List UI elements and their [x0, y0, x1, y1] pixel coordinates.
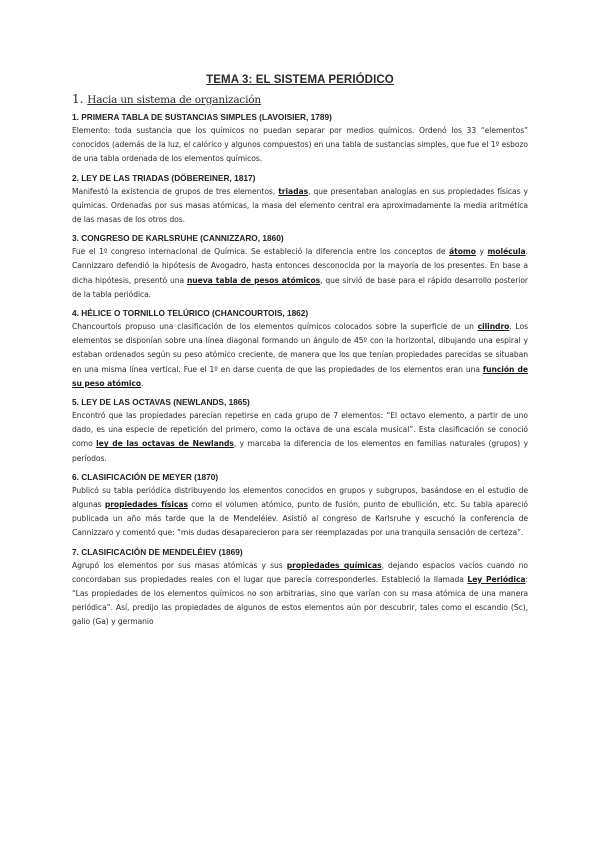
section-heading: 6. CLASIFICACIÓN DE MEYER (1870): [72, 471, 219, 482]
paragraph-text: , dejando espacios vacíos cuando no concordaban sus propiedades reales con el lugar que parecía corresponderles. Estableció la llamada: [72, 560, 528, 584]
section-paragraph: [72, 185, 528, 228]
paragraph-text: Elemento: toda sustancia que los químicos no puedan separar por medios químicos. Ordenó los 33 “elementos” conocidos (además de la luz, el calórico y algunos compuestos) en una tabla de sustancias simples, que fue el 1º esbozo de una tabla ordenada de los elementos químicos.: [72, 126, 528, 164]
document-title: TEMA 3: EL SISTEMA PERIÓDICO: [206, 74, 394, 86]
section-paragraph: [72, 320, 528, 391]
sections-container: [72, 112, 528, 630]
paragraph-text: Agrupó los elementos por sus masas atómicas y sus: [72, 560, 287, 570]
paragraph-text: . Cannizzaro defendió la hipótesis de Avogadro, hasta entonces desconocida por la mayoría de los presentes. En base a dicha hipótesis, presentó una: [72, 247, 528, 285]
section-heading: 4. HÉLICE O TORNILLO TELÚRICO (CHANCOURTOIS, 1862): [72, 308, 309, 319]
paragraph-text: . Los elementos se disponían sobre una línea diagonal formando un ángulo de 45º con la horizontal, dibujando una espiral y estaban ordenados según su peso atómico creciente, de manera que los que tenían propiedades parecidas se situaban en una misma línea vertical. Fue el 1º en darse cuenta de que las propiedades de los elementos eran una: [72, 322, 528, 374]
paragraph-text: , y marcaba la diferencia de los elementos en familias naturales (grupos) y períodos.: [72, 439, 529, 463]
document-page: [72, 74, 528, 636]
paragraph-text: y: [475, 247, 488, 257]
section-paragraph: [72, 409, 528, 466]
subtitle-text: Hacia un sistema de organización: [87, 94, 261, 106]
paragraph-text: Chancourtois propuso una clasificación de los elementos químicos colocados sobre la superficie de un: [72, 322, 478, 332]
paragraph-text: Encontró que las propiedades parecían repetirse en cada grupo de 7 elementos: “El octavo elemento, a partir de uno dado, es una especie de repetición del primero, como la octava de una escala musical”. Esta clasificación se conoció como: [72, 411, 528, 449]
paragraph-text: Fue el 1º congreso internacional de Química. Se estableció la diferencia entre los conceptos de: [72, 247, 450, 257]
paragraph-text: como el volumen atómico, punto de fusión, punto de ebullición, etc. Su tabla apareció publicada un año más tarde que la de Mendeléiev. Asistió al congreso de Karlsruhe y escuchó la conferencia de Cannizzaro y comentó que: “mis dudas desaparecieron para ser reemplazadas por una tranquila sensación de certeza”.: [72, 500, 529, 538]
highlighted-term: propiedades físicas: [104, 500, 188, 510]
section-heading: 3. CONGRESO DE KARLSRUHE (CANNIZZARO, 1860): [72, 233, 284, 244]
highlighted-term: Ley Periódica: [467, 574, 526, 584]
highlighted-term: función de su peso atómico: [72, 364, 528, 388]
section-paragraph: [72, 124, 528, 167]
highlighted-term: nueva tabla de pesos atómicos: [186, 275, 321, 285]
paragraph-text: .: [141, 378, 144, 388]
section-paragraph: [72, 484, 528, 541]
paragraph-text: Publicó su tabla periódica distribuyendo los elementos conocidos en grupos y subgrupos, basándose en el estudio de algunas: [72, 485, 528, 510]
paragraph-text: , que sirvió de base para el rápido desarrollo posterior de la tabla periódica.: [72, 275, 528, 299]
section-paragraph: [72, 245, 528, 302]
section-heading: 2. LEY DE LAS TRIADAS (DÖBEREINER, 1817): [72, 172, 256, 183]
paragraph-text: Manifestó la existencia de grupos de tres elementos,: [72, 186, 279, 196]
highlighted-term: triadas: [278, 186, 309, 196]
highlighted-term: ley de las octavas de Newlands: [96, 439, 234, 449]
paragraph-text: : “Las propiedades de los elementos químicos no son arbitrarias, sino que varían con su masa atómica de una manera periódica”. Así, predijo las propiedades de algunos de estos elementos aún por descubrir, tales como el escandio (Sc), galio (Ga) y germanio: [72, 574, 528, 627]
section-heading: 5. LEY DE LAS OCTAVAS (NEWLANDS, 1865): [72, 397, 250, 408]
highlighted-term: átomo: [449, 247, 476, 257]
section-paragraph: [72, 559, 528, 630]
section-subtitle: [72, 92, 528, 106]
highlighted-term: cilindro: [477, 322, 510, 332]
paragraph-text: , que presentaban analogías en sus propiedades físicas y químicas. Ordenadas por sus masas atómicas, la masa del elemento central era aproximadamente la media aritmética de las masas de los otros dos.: [72, 186, 528, 225]
section-heading: 1. PRIMERA TABLA DE SUSTANCIAS SIMPLES (LAVOISIER, 1789): [72, 112, 332, 122]
section-heading: 7. CLASIFICACIÓN DE MENDELÉIEV (1869): [72, 546, 243, 557]
highlighted-term: molécula: [487, 247, 526, 257]
subtitle-number: 1.: [72, 92, 84, 106]
highlighted-term: propiedades químicas: [286, 560, 382, 570]
